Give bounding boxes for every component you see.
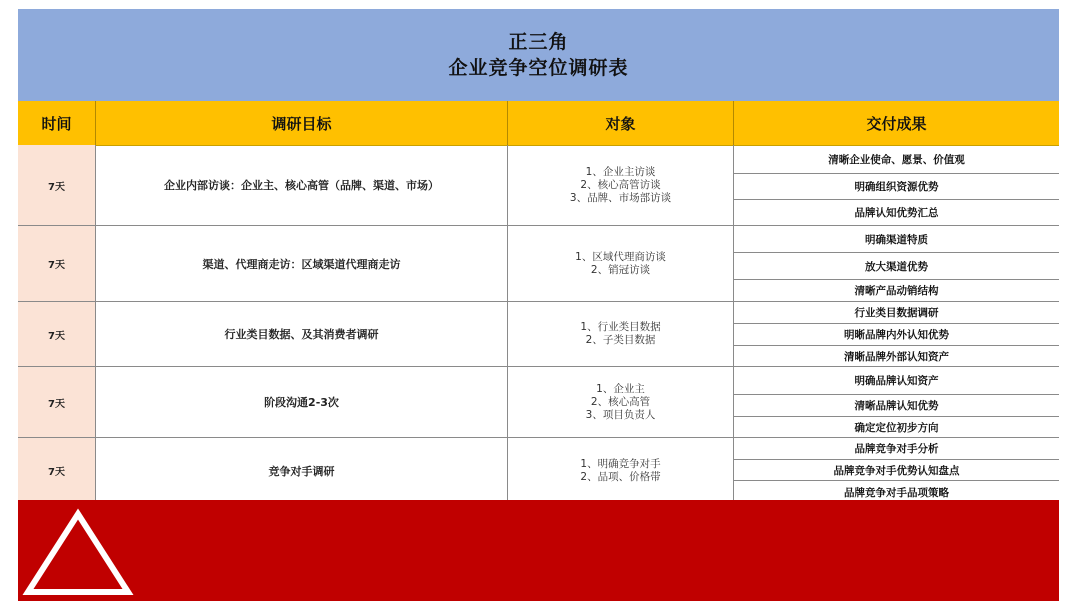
target-item: 3、项目负责人 [585, 408, 656, 421]
result-item: 清晰品牌外部认知资产 [844, 350, 949, 363]
goal-cell: 阶段沟通2-3次 [96, 367, 508, 438]
table-row [18, 438, 1059, 504]
header-target: 对象 [508, 101, 734, 145]
results-cell [734, 438, 1059, 504]
header-time: 时间 [18, 101, 96, 145]
table-row [18, 226, 1059, 302]
footer-banner [18, 500, 1059, 601]
target-item: 1、行业类目数据 [580, 321, 661, 333]
results-cell [734, 302, 1059, 367]
result-item: 品牌竞争对手品项策略 [844, 486, 949, 499]
target-cell [508, 226, 734, 302]
target-item: 2、核心高管 [590, 395, 651, 408]
target-item: 2、核心高管访谈 [580, 178, 661, 191]
header-result: 交付成果 [866, 114, 927, 133]
table-row [18, 367, 1059, 438]
target-item: 2、子类目数据 [585, 334, 656, 346]
time-cell: 7天 [18, 145, 96, 226]
result-item: 清晰品牌认知优势 [734, 395, 1059, 417]
results-cell [734, 226, 1059, 302]
triangle-logo-icon [22, 508, 134, 596]
result-item: 品牌竞争对手分析 [734, 438, 1059, 460]
result-item: 放大渠道优势 [734, 253, 1059, 280]
result-item: 品牌认知优势汇总 [854, 207, 939, 219]
goal-cell: 企业内部访谈：企业主、核心高管（品牌、渠道、市场） [96, 145, 508, 226]
target-item: 2、销冠访谈 [590, 263, 651, 276]
result-item: 品牌竞争对手优势认知盘点 [734, 460, 1059, 481]
target-item: 1、企业主访谈 [585, 165, 656, 178]
table-row [18, 145, 1059, 226]
results-cell [734, 367, 1059, 438]
result-item: 确定定位初步方向 [854, 421, 939, 434]
target-item: 1、明确竞争对手 [580, 457, 661, 470]
target-cell [508, 145, 734, 226]
header-row [18, 101, 1059, 146]
company-title: 正三角 [508, 31, 569, 53]
result-item: 清晰企业使命、愿景、价值观 [734, 145, 1059, 174]
target-item: 1、企业主 [596, 382, 645, 395]
result-item: 清晰产品动销结构 [854, 285, 939, 297]
survey-table [18, 9, 1059, 499]
time-cell: 7天 [18, 302, 96, 367]
table-title: 企业竞争空位调研表 [448, 57, 629, 79]
target-cell [508, 367, 734, 438]
time-cell: 7天 [18, 438, 96, 504]
target-item: 3、品牌、市场部访谈 [569, 191, 672, 204]
goal-cell: 渠道、代理商走访：区域渠道代理商走访 [96, 226, 508, 302]
time-cell: 7天 [18, 226, 96, 302]
goal-cell: 行业类目数据、及其消费者调研 [96, 302, 508, 367]
target-item: 1、区域代理商访谈 [575, 250, 666, 263]
result-item: 明确渠道特质 [734, 226, 1059, 253]
result-item: 明确品牌认知资产 [734, 367, 1059, 395]
result-item: 行业类目数据调研 [734, 302, 1059, 324]
header-goal: 调研目标 [96, 101, 508, 145]
results-cell [734, 145, 1059, 226]
target-cell [508, 438, 734, 504]
target-cell [508, 302, 734, 367]
table-row [18, 302, 1059, 367]
time-cell: 7天 [18, 367, 96, 438]
result-item: 明确组织资源优势 [734, 174, 1059, 200]
target-item: 2、品项、价格带 [580, 470, 661, 483]
goal-cell: 竞争对手调研 [96, 438, 508, 504]
title-band [18, 9, 1059, 101]
result-item: 明晰品牌内外认知优势 [734, 324, 1059, 346]
